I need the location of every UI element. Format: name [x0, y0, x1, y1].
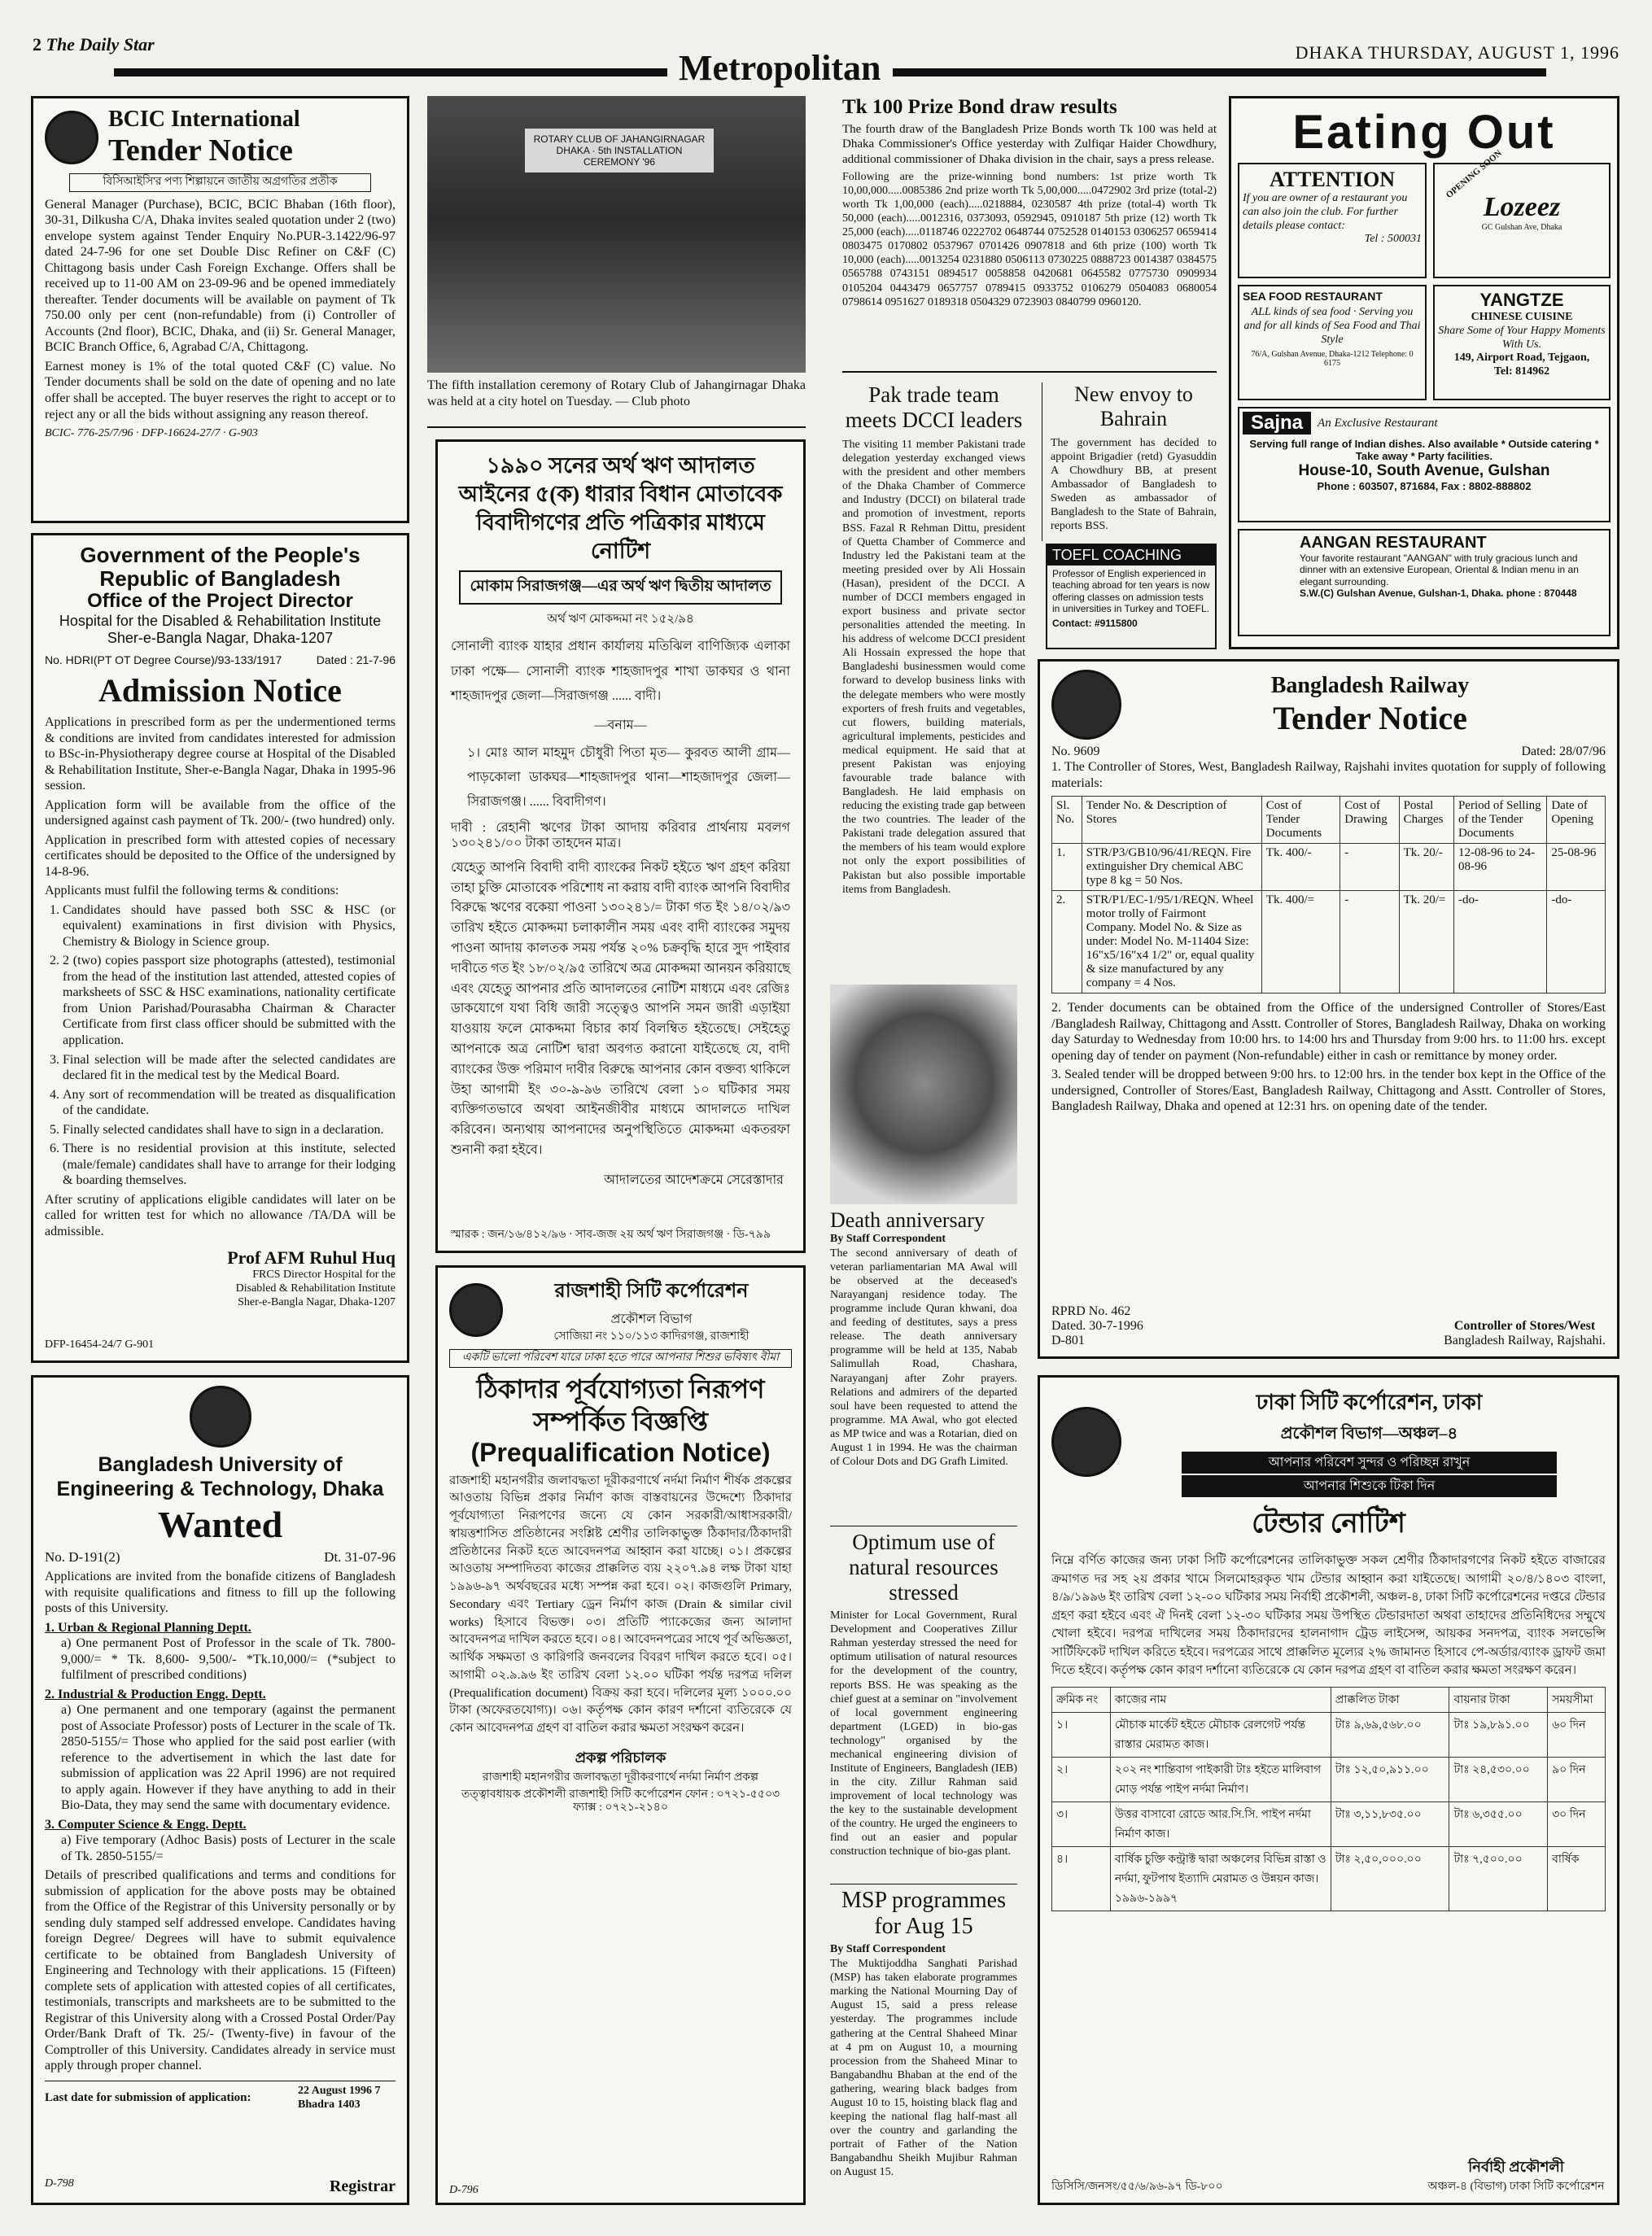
- attention-body: If you are owner of a restaurant you can also join the club. For further details please contact:: [1243, 192, 1408, 232]
- seafood-ad: [1238, 285, 1427, 400]
- section-title: Metropolitan: [667, 47, 893, 89]
- rajshahi-title: ঠিকাদার পূর্বযোগ্যতা নিরূপণ সম্পর্কিত বিজ্ঞপ্তি: [476, 1373, 765, 1436]
- optimum-body: Minister for Local Government, Rural Development and Cooperatives Zillur Rahman yesterday stressed the need for optimum utilisation of natural resources for the development of the country, reports BSS. He was speaking as the chief guest at a seminar on "involvement of local government engineering department (LGED) in bio-gas technology" organised by the mechanical engineering division of Institute of Engineers, Bangladesh (IEB) in the city. Zillur Rahman said improvement of local technology was the key to the sustainable development of the country. He urged the engineers to find out an easier and popular construction technique of bio-gas plant.: [830, 1609, 1017, 1858]
- seafood-body: ALL kinds of sea food · Serving you and for all kinds of Sea Food and Thai Style: [1243, 306, 1421, 346]
- govt-heading: Government of the People's Republic of Bangladesh: [80, 543, 361, 591]
- toefl-body: Professor of English experienced in teaching abroad for ten years is now offering classes on admission tests in universities in Turkey and TOEFL.: [1052, 568, 1210, 615]
- court-title: ১৯৯০ সনের অর্থ ঋণ আদালত আইনের ৫(ক) ধারার বিধান মোতাবেক বিবাদীগণের প্রতি পত্রিকার মাধ্যমে নোটিশ: [458, 453, 783, 564]
- railway-col-header: Period of Selling of the Tender Documents: [1453, 797, 1546, 844]
- sajna-phone: Phone : 603507, 871684, Fax : 8802-888802: [1317, 480, 1532, 492]
- buet-post-3: a) Five temporary (Adhoc Basis) posts of Lecturer in the scale of Tk. 2850-5155/=: [61, 1833, 396, 1863]
- table-cell: 12-08-96 to 24-08-96: [1453, 844, 1546, 891]
- table-cell: উত্তর বাসাবো রোডে আর.সি.সি. পাইপ নর্দমা নির্মাণ কাজ।: [1110, 1801, 1331, 1846]
- railway-col-header: Postal Charges: [1399, 797, 1453, 844]
- buet-number: No. D-191(2): [45, 1549, 120, 1565]
- table-cell: STR/P1/EC-1/95/1/REQN. Wheel motor trolly of Fairmont Company. Model No. & Size as under: Model No. M-11404 Size: 16"x5/16"x4 1/2" or, equal quality & size manufactured by any company = 4 Nos.: [1082, 891, 1261, 994]
- table-cell: ২০২ নং শান্তিবাগ পাইকারী টাঃ হইতে মালিবাগ মোড় পর্যন্ত পাইপ নর্দমা নির্মাণ।: [1110, 1757, 1331, 1801]
- railway-col-header: Cost of Drawing: [1340, 797, 1399, 844]
- table-cell: -do-: [1453, 891, 1546, 994]
- court-body: যেহেতু আপনি বিবাদী বাদী ব্যাংকের নিকট হইতে ঋণ গ্রহণ করিয়া তাহা চুক্তি মোতাবেক পরিশোধ না করায় বাদী ব্যাংক আপনি বিবাদীর বিরুদ্ধে ঋণের বকেয়া পাওনা ১৩০২৪১/= টাকা গত ইং ১৪/০২/৯৩ তারিখ হইতে মোকদ্দমা চলাকালীন সময় এবং বাদী ব্যাংকের সমুদয় পাওনা আদায় কালতক সময় পর্যন্ত ২০% চক্রবৃদ্ধি হারে সুদ পাইবার দাবীতে গত ইং ১৮/০২/৯৫ তারিখে অত্র মোকদ্দমা আনয়ন করিয়াছে এবং যেহেতু আপনার প্রতি আদালতের নোটিশ মাধ্যমে এবং রেজিঃ ডাকযোগে যথা বিধি জারী সত্ত্বেও আপনি সমন জারী এড়াইয়া যাওয়ায় ফলে মোকদ্দমা বিচার কার্য বিলম্বিত হইতেছে। সেইহেতু আপনাকে অত্র নোটিশ দ্বারা অবগত করানো যাইতেছে যে, বাদী ব্যাংকের উক্ত পরিমাণ দাবীর বিরুদ্ধে আপনার কোন বক্তব্য থাকিলে উহা আগামী ইং ৩০-৯-৯৬ তারিখে বেলা ১০ ঘটিকার সময় ব্যক্তিগতভাবে অথবা আইনজীবীর মাধ্যমে আদালতে দাখিল করিবেন। অন্যথায় আপনাদের অনুপস্থিতিতে মোকদ্দমা একতরফা শুনানী করা হইবে।: [451, 860, 790, 1157]
- msp-byline: By Staff Correspondent: [830, 1943, 946, 1956]
- rotary-caption: The fifth installation ceremony of Rotary Club of Jahangirnagar Dhaka was held at a city hotel on Tuesday. — Club photo: [427, 378, 806, 408]
- bcic-org: BCIC International: [108, 107, 300, 132]
- table-cell: 1.: [1052, 844, 1082, 891]
- envoy-title: New envoy to Bahrain: [1074, 382, 1193, 430]
- railway-subtitle: Tender Notice: [1273, 699, 1467, 736]
- yangtze-tel: Tel: 814962: [1493, 365, 1550, 378]
- lozeez-tag: OPENING SOON: [1444, 148, 1504, 201]
- table-cell: টাঃ ২,৫০,০০০.০০: [1331, 1846, 1449, 1911]
- attention-ad: [1238, 163, 1427, 278]
- toefl-title: TOEFL COACHING: [1047, 545, 1215, 566]
- msp-body: The Muktijoddha Sanghati Parishad (MSP) has taken elaborate programmes marking the National Mourning Day of August 15, said a press release yesterday. The programmes include gathering at the Central Shaheed Minar at 4 pm on August 10, a mourning procession from the Shaheed Minar to Bangabandhu Bhaban at the end of the gathering, wearing black badges from August 10 to 15, hoisting black flag and keeping the national flag half-mast all over the country and garlanding the portrait of Father of the Nation Bangabandhu Sheikh Mujibur Rahman on August 15.: [830, 1958, 1017, 2179]
- buet-post-1: a) One permanent Post of Professor in the scale of Tk. 7800- 9,000/= * Tk. 8,600- 9,500/- *Tk.10,000/= (*subject to fulfilment of prescribed conditions): [61, 1636, 396, 1683]
- bcic-tagline: বিসিআইসি'র পণ্য শিল্পায়নে জাতীয় অগ্রগতির প্রতীক: [69, 173, 371, 192]
- yangtze-body: Share Some of Your Happy Moments With Us.: [1438, 324, 1606, 351]
- sajna-name: Sajna: [1243, 412, 1311, 435]
- dcc-tagline-2: আপনার শিশুকে টিকা দিন: [1182, 1475, 1557, 1497]
- railway-p3: 3. Sealed tender will be dropped between 9:00 hrs. to 12:00 hrs. in the tender box kept in the Office of the undersigned, Controller of Stores/East, Bangladesh Railway, Chittagong and Asstt. Controller of Stores, Bangladesh Railway, Dhaka and opened at 12:31 hrs. on opening date of the tender.: [1051, 1068, 1606, 1114]
- envoy-body: The government has decided to appoint Brigadier (retd) Gyasuddin A Chowdhury BB, at present Ambassador of Bangladesh to Sweden as ambassador of Bangladesh to the State of Bahrain, reports BSS.: [1051, 436, 1217, 533]
- table-cell: ৯০ দিন: [1548, 1757, 1606, 1801]
- dcc-ref: ডিসিসি/জনসং/৫৫/৬/৯৬-৯৭ ডি-৮০০: [1051, 2181, 1223, 2194]
- buet-last-date: 22 August 1996 7 Bhadra 1403: [298, 2084, 381, 2111]
- buet-dept-1: 1. Urban & Regional Planning Deptt.: [45, 1620, 251, 1635]
- condition-item: 1. Candidates should have passed both SSC & HSC (or equivalent) examinations in first division with Physics, Chemistry & Biology in Science group.: [63, 902, 396, 950]
- table-cell: ৪।: [1052, 1846, 1111, 1911]
- table-cell: মৌচাক মার্কেট হইতে মৌচাক রেলগেট পর্যন্ত রাস্তার মেরামত কাজ।: [1110, 1712, 1331, 1757]
- dcc-body: নিম্নে বর্ণিত কাজের জন্য ঢাকা সিটি কর্পোরেশনের তালিকাভুক্ত সকল শ্রেণীর ঠিকাদারগণের নিকট হইতে বাজারের ক্রমাগত দর সহ ২য় প্রকার খামে সিলমোহরকৃত খাম টেন্ডার আহ্বান করা যাইতেছে। আগামী ২০/৪/১৪০৩ বাংলা, ৪/৯/১৯৯৬ ইং তারিখ বেলা ১২-০০ ঘটিকার সময় নির্বাহী প্রকৌশলী, অঞ্চল-৪, ঢাকা সিটি কর্পোরেশনের দপ্তরে টেন্ডার গ্রহণ করা হইবে এবং ঐ দিনই বেলা ১২-৩০ ঘটিকার সময় উপস্থিত টেন্ডারদাতা অথবা তাহাদের প্রতিনিধিদের সম্মুখে খোলা হইবে। দরপত্র দাখিলের সময় ঠিকাদারদের হালনাগাদ ট্রেড লাইসেন্স, আয়কর সনদপত্র, ব্যাংক সলভেন্সি সার্টিফিকেট দাখিল করিতে হইবে। দরপত্রের সাথে প্রাক্কলিত মূল্যের ২% জামানত হিসাবে পে-অর্ডার/ব্যাংক ড্রাফট জমা দিতে হইবে। কর্তৃপক্ষ কোন কারণ দর্শানো ব্যতিরেকে যে কোন দরপত্র গ্রহণ বা বাতিল করার ক্ষমতা সংরক্ষণ করেন।: [1051, 1554, 1606, 1677]
- dcc-title: টেন্ডার নোটিশ: [1252, 1509, 1405, 1539]
- dcc-logo-icon: [1051, 1407, 1121, 1477]
- admission-signatory-title: FRCS Director Hospital for the Disabled & Rehabilitation Institute Sher-e-Bangla Nagar, Dhaka-1207: [235, 1269, 396, 1308]
- railway-rprd-date: Dated. 30-7-1996: [1051, 1319, 1143, 1333]
- dcc-col-header: কাজের নাম: [1110, 1687, 1331, 1712]
- condition-item: 2. 2 (two) copies passport size photographs (attested), testimonial from the head of the institution last attended, attested copies of marksheets of SSC & HSC examinations, nationality certificate from Union Parishad/Pourasabha Chairman & Character Certificate from first class officer should be submitted with the application.: [63, 953, 396, 1048]
- optimum-article: [830, 1526, 1017, 1876]
- table-row: [1052, 891, 1606, 994]
- table-cell: -: [1340, 891, 1399, 994]
- table-row: [1052, 844, 1606, 891]
- bcic-tender-notice: [31, 96, 409, 523]
- table-cell: Tk. 20/-: [1399, 844, 1453, 891]
- court-case: অর্থ ঋণ মোকদ্দমা নং ১৫২/৯৪: [547, 613, 694, 627]
- buet-wanted: [31, 1375, 409, 2205]
- sajna-body: Serving full range of Indian dishes. Also available * Outside catering * Take away * Party facilities.: [1249, 438, 1599, 462]
- rajshahi-signatory: প্রকল্প পরিচালক: [575, 1749, 666, 1766]
- bcic-body2: Earnest money is 1% of the total quoted C&F (C) value. No Tender documents shall be sold on the date of opening and no late offer shall be accepted. The buyer reserves the right to accept or to reject any or all the bids without assigning any reason thereof.: [45, 359, 396, 421]
- admission-conditions: [45, 902, 396, 1189]
- railway-table: [1051, 796, 1606, 994]
- attention-tel: Tel : 500031: [1364, 233, 1422, 246]
- admission-signatory: Prof AFM Ruhul Huq: [227, 1247, 396, 1269]
- prize-title: Tk 100 Prize Bond draw results: [842, 96, 1117, 118]
- rajshahi-tagline: একটি ভালো পরিবেশ যারে ঢাকা হতে পারে আপনার শিশুর ভবিষ্যৎ বীমা: [449, 1349, 792, 1368]
- rajshahi-heading: রাজশাহী সিটি কর্পোরেশন: [554, 1281, 749, 1302]
- buet-logo-icon: [190, 1386, 251, 1448]
- table-cell: টাঃ ৭,৫০০.০০: [1449, 1846, 1548, 1911]
- sajna-tag: An Exclusive Restaurant: [1318, 416, 1438, 430]
- buet-title: Wanted: [157, 1504, 283, 1545]
- court-signature: আদালতের আদেশক্রমে সেরেস্তাদার: [604, 1173, 784, 1187]
- dcc-col-header: বায়নার টাকা: [1449, 1687, 1548, 1712]
- court-footer: স্মারক : জন/১৬/৪১২/৯৬ · সাব-জজ ২য় অর্থ ঋণ সিরাজগঞ্জ · ডি-৭৯৯: [451, 1229, 771, 1242]
- prize-bond-article: [842, 96, 1217, 373]
- death-byline: By Staff Correspondent: [830, 1233, 946, 1245]
- dcc-signatory-office: অঞ্চল-৪ (বিভাগ) ঢাকা সিটি কর্পোরেশন: [1427, 2181, 1605, 2194]
- govt-hospital: Hospital for the Disabled & Rehabilitation Institute: [59, 613, 382, 630]
- railway-ref: D-801: [1051, 1334, 1085, 1347]
- sajna-ad: [1238, 407, 1610, 522]
- table-cell: 2.: [1052, 891, 1082, 994]
- rajshahi-logo-icon: [449, 1283, 503, 1337]
- table-row: [1052, 1846, 1606, 1911]
- prize-numbers: Following are the prize-winning bond numbers: 1st prize worth Tk 10,00,000.....0085386 2nd prize worth Tk 5,00,000.....0472902 3rd prize (total-2) worth Tk 1,00,000 (each).....0218884, 0230587 4th prize (total-4) worth Tk 50,000 (each).....0012316, 0373093, 0592945, 0910187 5th prize (12) worth Tk 25,000 (each).....0118746 0222702 0648744 0752528 0140153 0306257 0659414 0803475 0170802 0537967 0701426 0907818 and 6th prize (100) worth Tk 10,000 (each).....0013254 0231880 0506113 0730225 0888723 0014387 0384575 0565788 0743151 0894517 0058858 0420681 0645582 0775730 0909934 0105204 0443479 0657757 0789415 0933752 0106279 0504083 0680054 0798614 0951627 0189318 0504329 0723903 0840799 0960120.: [842, 170, 1217, 308]
- table-cell: বার্ষিক: [1548, 1846, 1606, 1911]
- govt-memo: No. HDRI(PT OT Degree Course)/93-133/1917: [45, 653, 282, 667]
- bcic-logo-icon: [45, 111, 98, 164]
- yangtze-address: 149, Airport Road, Tejgaon,: [1453, 352, 1590, 365]
- bcic-refs: BCIC- 776-25/7/96 · DFP-16624-27/7 · G-903: [45, 427, 258, 440]
- dcc-table: [1051, 1687, 1606, 1911]
- portrait-photo: [830, 985, 1017, 1204]
- table-cell: 25-08-96: [1547, 844, 1606, 891]
- table-cell: টাঃ ৬,৩৫৫.০০: [1449, 1801, 1548, 1846]
- table-cell: ১।: [1052, 1712, 1111, 1757]
- buet-heading: Bangladesh University of Engineering & Technology, Dhaka: [56, 1453, 384, 1500]
- railway-col-header: Cost of Tender Documents: [1261, 797, 1340, 844]
- prize-intro: The fourth draw of the Bangladesh Prize Bonds worth Tk 100 was held at Dhaka Commissioner's Office yesterday with Zulfiqar Haider Chowdhury, additional commissioner of Dhaka division in the chair, says a press release.: [842, 123, 1217, 166]
- table-row: [1052, 1801, 1606, 1846]
- table-cell: ৩।: [1052, 1801, 1111, 1846]
- toefl-ad: [1046, 544, 1217, 649]
- table-cell: -do-: [1547, 891, 1606, 994]
- death-body: The second anniversary of death of veteran parliamentarian MA Awal will be observed at the deceased's Narayanganj residence today. The programme include Quran khwani, doa and feeding of destitutes, says a press release. The death anniversary programme will be held at 135, Nabab Salimullah Road, Chashara, Narayanganj after Zohr prayers. Relations and admirers of the departed soul have been requested to attend the programme. MA Awal, who got elected as MP twice and was a Rotarian, died on August 1 in 1994. He was the chairman of Colour Dots and DG Grafh Limited.: [830, 1247, 1017, 1468]
- buet-ref: D-798: [45, 2177, 74, 2190]
- aangan-ad: [1238, 529, 1610, 636]
- railway-logo-icon: [1051, 670, 1121, 740]
- aangan-body: Your favorite restaurant "AANGAN" with truly gracious lunch and dinner with an extensive European, Oriental & Indian menu in an elegant surrounding.: [1300, 552, 1579, 587]
- rajshahi-prequalification: [435, 1265, 806, 2205]
- table-cell: টাঃ ১৯,৮৯১.০০: [1449, 1712, 1548, 1757]
- yangtze-name: YANGTZE: [1479, 290, 1564, 310]
- attention-head: ATTENTION: [1269, 168, 1396, 191]
- court-claim: দাবী : রেহানী ঋণের টাকা আদায় করিবার প্রার্থনায় মবলগ ১৩০২৪১/০০ টাকা তাহদেন মাত্র।: [451, 820, 790, 851]
- rajshahi-dept: প্রকৌশল বিভাগ: [610, 1312, 693, 1326]
- railway-col-header: Sl. No.: [1052, 797, 1082, 844]
- railway-number: No. 9609: [1051, 745, 1100, 758]
- table-cell: ২।: [1052, 1757, 1111, 1801]
- aangan-name: AANGAN RESTAURANT: [1300, 534, 1487, 552]
- admission-p4: Applicants must fulfil the following terms & conditions:: [45, 884, 339, 898]
- table-cell: টাঃ ৯,৬৯,৫৬৮.০০: [1331, 1712, 1449, 1757]
- seafood-name: SEA FOOD RESTAURANT: [1243, 290, 1383, 303]
- buet-dept-3: 3. Computer Science & Engg. Deptt.: [45, 1817, 247, 1832]
- sajna-address: House-10, South Avenue, Gulshan: [1298, 462, 1550, 479]
- admission-refs: DFP-16454-24/7 G-901: [45, 1339, 155, 1352]
- pak-title: Pak trade team meets DCCI leaders: [845, 382, 1023, 433]
- condition-item: 3. Final selection will be made after the selected candidates are declared fit in the medical test by the Medical Board.: [63, 1052, 396, 1084]
- lozeez-address: GC Gulshan Ave, Dhaka: [1481, 223, 1562, 232]
- table-cell: বার্ষিক চুক্তি কন্ট্রাক্ট দ্বারা অঞ্চলের বিভিন্ন রাস্তা ও নর্দমা, ফুটপাথ ইত্যাদি মেরামত ও উন্নয়ন কাজ। ১৯৯৬-১৯৯৭: [1110, 1846, 1331, 1911]
- dcc-heading: ঢাকা সিটি কর্পোরেশন, ঢাকা: [1256, 1391, 1483, 1414]
- table-cell: ৬০ দিন: [1548, 1712, 1606, 1757]
- admission-p3: Application in prescribed form with attested copies of necessary certificates should be deposited to the Office of the undersigned by 14-8-96.: [45, 832, 396, 879]
- railway-rprd: RPRD No. 462: [1051, 1304, 1131, 1318]
- msp-article: [830, 1884, 1017, 2205]
- rajshahi-engineer: তত্ত্বাবধায়ক প্রকৌশলী রাজশাহী সিটি কর্পোরেশন ফোন : ০৭২১-৫৫০৩ ফ্যাক্স : ০৭২১-২১৪০: [461, 1788, 780, 1815]
- railway-tender-notice: [1038, 659, 1619, 1359]
- eating-out-title: Eating Out: [1292, 106, 1556, 159]
- table-cell: Tk. 20/=: [1399, 891, 1453, 994]
- table-row: [1052, 1712, 1606, 1757]
- admission-notice: [31, 533, 409, 1363]
- govt-office: Office of the Project Director: [87, 590, 353, 613]
- buet-post-2: a) One permanent and one temporary (against the permanent post of Associate Professor) posts of Lecturer in the scale of Tk. 2850-5155/= Those who applied for the said post earlier (with reference to the advertisement in which the last date for submission of application was 22 April 1996) are not required to apply again. However if they have anything to add in their Bio-Data, they may send the same with documentary evidence.: [61, 1703, 396, 1813]
- condition-item: 4. Any sort of recommendation will be treated as disqualification of the candidate.: [63, 1087, 396, 1119]
- rotary-photo-block: [427, 96, 806, 428]
- condition-item: 6. There is no residential provision at this institute, selected (male/female) candidates shall have to arrange for their lodging & boarding themselves.: [63, 1141, 396, 1189]
- railway-title: Bangladesh Railway: [1270, 672, 1470, 698]
- govt-dated: Dated : 21-7-96: [316, 653, 396, 667]
- awal-portrait: [830, 985, 1017, 1204]
- buet-last-date-label: Last date for submission of application:: [45, 2091, 251, 2105]
- buet-signatory: Registrar: [329, 2177, 396, 2195]
- court-notice: [435, 439, 806, 1253]
- admission-p1: Applications in prescribed form as per the undermentioned terms & conditions are invited from candidates interested for admission to BSc-in-Physiotherapy degree course at Hospital of the Disabled & Rehabilitation Institute, Sher-e-Bangla Nagar, Dhaka in 1995-96 session.: [45, 715, 396, 793]
- railway-col-header: Date of Opening: [1547, 797, 1606, 844]
- railway-col-header: Tender No. & Description of Stores: [1082, 797, 1261, 844]
- buet-intro: Applications are invited from the bonafide citizens of Bangladesh with requisite qualifications and fitness to fill up the following posts of this University.: [45, 1570, 396, 1616]
- bcic-title: Tender Notice: [108, 133, 293, 168]
- aangan-address: S.W.(C) Gulshan Avenue, Gulshan-1, Dhaka. phone : 870448: [1300, 587, 1577, 600]
- govt-address: Sher-e-Bangla Nagar, Dhaka-1207: [107, 630, 334, 647]
- rotary-photo: [427, 96, 806, 373]
- eating-out-block: [1229, 96, 1619, 649]
- railway-intro: 1. The Controller of Stores, West, Bangladesh Railway, Rajshahi invites quotation for supply of following materials:: [1051, 760, 1606, 790]
- court-defendant: ১। মোঃ আল মাহমুদ চৌধুরী পিতা মৃত— কুরবত আলী গ্রাম— পাড়কোলা ডাকঘর—শাহজাদপুর থানা—শাহজাদপুর জেলা— সিরাজগঞ্জ। ...... বিবাদীগণ।: [467, 745, 790, 810]
- pak-body: The visiting 11 member Pakistani trade delegation yesterday exchanged views with the president and other members of the Dhaka Chamber of Commerce and Industry (DCCI) on bilateral trade and promotion of investment, reports BSS. Fazal R Rehman Dittu, president of Quetta Chamber of Commerce and Industry led the Pakistani team at the meeting presided over by Ali Hossain (Hasan), president of the DCCI. A number of DCCI members engaged in export business and private sector personalities attended the meeting. In his address of welcome DCCI president Ali Hossain expressed the hope that Bangladeshi businessmen would come forward to develop business links with the delegate members who were mostly exporters of fresh fruits and vegetables, cut flowers, building materials, agricultural implements, pesticides and medical equipment. He said that at present Pakistan was enjoying favourable trade balance with Bangladesh. He laid emphasis on reducing the existing trade gap between the two countries. The leader of the Pakistani trade delegation assured that the members of his team would explore not only the export possibilities of Pakistan but also possible importable items from Bangladesh.: [842, 439, 1025, 896]
- admission-title: Admission Notice: [98, 672, 342, 710]
- dcc-col-header: সময়সীমা: [1548, 1687, 1606, 1712]
- railway-signatory-office: Bangladesh Railway, Rajshahi.: [1444, 1334, 1606, 1347]
- table-row: [1052, 1757, 1606, 1801]
- buet-date: Dt. 31-07-96: [324, 1549, 396, 1565]
- court-versus: —বনাম—: [594, 718, 647, 732]
- bcic-body: General Manager (Purchase), BCIC, BCIC Bhaban (16th floor), 30-31, Dilkusha C/A, Dhaka invites sealed quotation under 2 (two) envelope system against Tender Enquiry No.PUR-3.1422/96-97 dated 24-7-96 for one set Double Disc Refiner on C&F (C) Chittagong basis under Cash Foreign Exchange. Offers shall be received up to 11-00 AM on 23-09-96 and be opened immediately thereafter. Tender documents will be available on payment of Tk 750.00 only per cent (non-refundable) from (i) Controller of Accounts (2nd floor), BCIC, Dhaka, and (ii) Sr. General Manager, BCIC Branch Office, 6, Agrabad C/A, Chittagong.: [45, 197, 396, 355]
- court-subtitle: মোকাম সিরাজগঞ্জ—এর অর্থ ঋণ দ্বিতীয় আদালত: [459, 570, 782, 605]
- rajshahi-ref: D-796: [449, 2184, 479, 2197]
- table-cell: Tk. 400/=: [1261, 891, 1340, 994]
- yangtze-sub: CHINESE CUISINE: [1471, 311, 1573, 323]
- railway-p2: 2. Tender documents can be obtained from the Office of the undersigned Controller of Stores/East /Bangladesh Railway, Chittagong and Asstt. Controller of Stores, Bangladesh Railway, Dhaka on working day Saturday to Wednesday from 10:00 hrs. to 14:00 hrs and Thursday from 9:00 hrs. to 11:00 hrs. except opening day of tender on payment (Non-refundable) either in cash or remittance by money order.: [1051, 1001, 1606, 1063]
- buet-body: Details of prescribed qualifications and terms and conditions for submission of application for the above posts may be obtained from the Office of the Registrar of this University personally or by sending duly stamped self addressed envelope. Candidates having foreign Degree/ Degrees will have to submit equivalence certificate to be obtained from Bangladesh University of Engineering and Technology with their applications. 15 (Fifteen) complete sets of application with attested copies of all certificates, testimonials, transcripts and marksheets are to be submitted to the Registrar of this University along with a Crossed Postal Order/Pay Order/Bank Draft of Tk. 25/- (Twenty-five) in favour of the Comptroller of this University. Candidates already in service must apply through proper channel.: [45, 1868, 396, 2073]
- admission-p2: Application form will be available from the office of the undersigned against cash payment of Tk. 200/- (two hundred) only.: [45, 797, 396, 828]
- court-plaintiff: সোনালী ব্যাংক যাহার প্রধান কার্যালয় মতিঝিল বাণিজ্যিক এলাকা ঢাকা পক্ষে— সোনালী ব্যাংক শাহজাদপুর শাখা ডাকঘর ও থানা শাহজাদপুর জেলা—সিরাজগঞ্জ ...... বাদী।: [451, 640, 790, 704]
- table-cell: -: [1340, 844, 1399, 891]
- dcc-col-header: ক্রমিক নং: [1052, 1687, 1111, 1712]
- dcc-tender-notice: [1038, 1375, 1619, 2205]
- dateline: DHAKA THURSDAY, AUGUST 1, 1996: [1295, 42, 1619, 63]
- seafood-address: 76/A, Gulshan Avenue, Dhaka-1212 Telephone: 0 6175: [1251, 350, 1414, 369]
- toefl-contact: Contact: #9115800: [1052, 617, 1138, 629]
- table-cell: টাঃ ৩,১১,৮৩৫.০০: [1331, 1801, 1449, 1846]
- yangtze-ad: [1433, 285, 1610, 400]
- envoy-article: [1042, 382, 1217, 541]
- lozeez-ad: [1433, 148, 1610, 278]
- table-cell: ৩০ দিন: [1548, 1801, 1606, 1846]
- dcc-col-header: প্রাক্কলিত টাকা: [1331, 1687, 1449, 1712]
- msp-title: MSP programmes for Aug 15: [841, 1888, 1006, 1940]
- rajshahi-body: রাজশাহী মহানগরীর জলাবদ্ধতা দূরীকরণার্থে নর্দমা নির্মাণ শীর্ষক প্রকল্পের আওতায় বিভিন্ন প্রকার নির্মাণ কাজ বাস্তবায়নের উদ্দেশ্যে ঠিকাদার পূর্বযোগ্যতা নিরূপণের জন্যে যে কোন সরকারী/আধাসরকারী/স্বায়ত্তশাসিত প্রতিষ্ঠানের সংশ্লিষ্ট শ্রেণীর তালিকাভুক্ত ঠিকাদার/ঠিকাদারী প্রতিষ্ঠানের নিকট হতে আবেদনপত্র আহ্বান করা যাচ্ছে। ০১। প্রকল্পের আওতায় সম্পাদিতব্য কাজের প্রাক্কলিত ব্যয় ২২০৭.৯৪ লক্ষ টাকা যাহা ১৯৯৬-৯৭ অর্থবছরের মধ্যে সম্পন্ন করা হবে। ০২। কাজগুলি Primary, Secondary এবং Tertiary ড্রেন নির্মাণ কাজ (Drain & similar civil works) হিসাবে বিভক্ত। ০৩। প্রতিটি প্যাকেজের জন্য আলাদা আবেদনপত্র দাখিল করতে হবে। ০৪। আবেদনপত্রের সাথে পূর্ব অভিজ্ঞতা, আর্থিক সক্ষমতা ও কারিগরি জনবলের বিবরণ দাখিল করতে হবে। ০৫। আগামী ০২.৯.৯৬ ইং তারিখ বেলা ১২.০০ ঘটিকা পর্যন্ত দরপত্র দলিল (Prequalification document) বিক্রয় করা হবে। দলিলের মূল্য ১০০০.০০ টাকা (অফেরতযোগ্য)। ০৬। কর্তৃপক্ষ কোন কারণ দর্শানো ব্যতিরেকে যে কোন আবেদনপত্র গ্রহণ বা বাতিল করার ক্ষমতা সংরক্ষণ করেন।: [449, 1474, 792, 1736]
- table-cell: Tk. 400/-: [1261, 844, 1340, 891]
- dcc-tagline-1: আপনার পরিবেশ সুন্দর ও পরিচ্ছন্ন রাখুন: [1182, 1452, 1557, 1474]
- condition-item: 5. Finally selected candidates shall have to sign in a declaration.: [63, 1122, 396, 1138]
- rajshahi-project: রাজশাহী মহানগরীর জলাবদ্ধতা দূরীকরণার্থে নর্দমা নির্মাণ প্রকল্প: [483, 1771, 758, 1784]
- table-cell: STR/P3/GB10/96/41/REQN. Fire extinguisher Dry chemical ABC type 8 kg = 50 Nos.: [1082, 844, 1261, 891]
- page-number: 2 The Daily Star: [33, 34, 155, 55]
- table-cell: টাঃ ১২,৫০,৯১১.০০: [1331, 1757, 1449, 1801]
- death-title: Death anniversary: [830, 1208, 985, 1232]
- railway-dated: Dated: 28/07/96: [1521, 745, 1606, 758]
- dcc-signatory: নির্বাহী প্রকৌশলী: [1468, 2159, 1564, 2176]
- rajshahi-title-en: (Prequalification Notice): [470, 1437, 771, 1467]
- rajshahi-address: সোজিয়া নং ১১০/১১৩ কাদিরগঞ্জ, রাজশাহী: [553, 1330, 750, 1343]
- admission-p5: After scrutiny of applications eligible candidates will later on be called for written test for which no allowance /TA/DA will be admissible.: [45, 1192, 396, 1238]
- rotary-banner: ROTARY CLUB OF JAHANGIRNAGAR DHAKA · 5th INSTALLATION CEREMONY '96: [525, 129, 714, 173]
- dcc-dept: প্রকৌশল বিভাগ—অঞ্চল–৪: [1280, 1425, 1458, 1443]
- death-anniversary-article: [830, 1208, 1017, 1562]
- railway-signatory: Controller of Stores/West: [1453, 1319, 1596, 1333]
- lozeez-name: Lozeez: [1483, 192, 1561, 222]
- optimum-title: Optimum use of natural resources stressed: [849, 1530, 999, 1605]
- table-cell: টাঃ ২৪,৫৩০.০০: [1449, 1757, 1548, 1801]
- buet-dept-2: 2. Industrial & Production Engg. Deptt.: [45, 1687, 266, 1701]
